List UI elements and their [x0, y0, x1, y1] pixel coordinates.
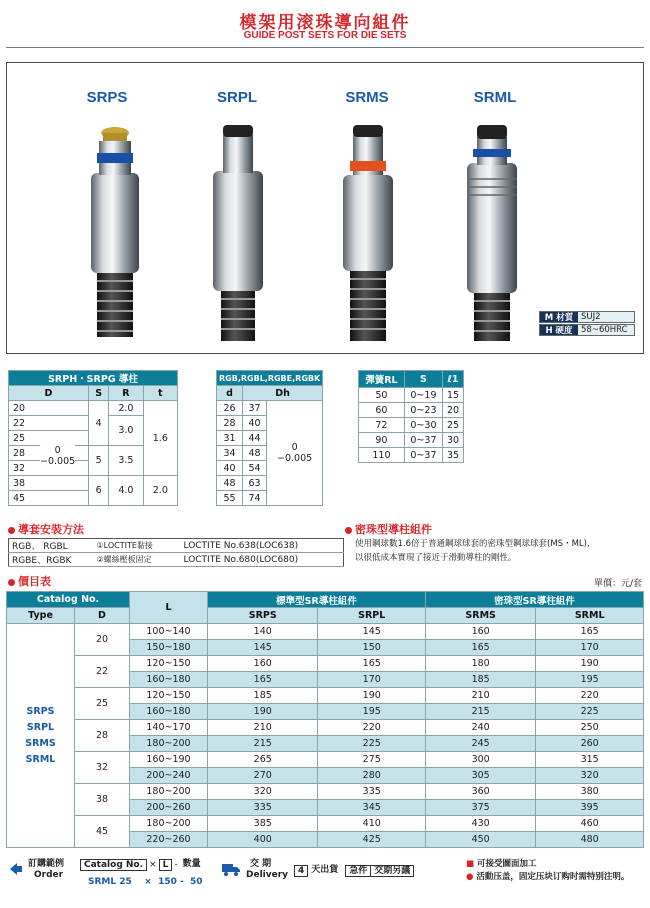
price-srps: 140	[208, 624, 318, 640]
price-row	[7, 720, 644, 736]
delivery-label-en: Delivery	[246, 870, 289, 880]
col-header-r: R	[109, 386, 143, 401]
material-key: M 材質	[540, 312, 578, 322]
r-value: 3.5	[109, 446, 143, 476]
price-row	[7, 784, 644, 800]
product-label-srms: SRMS	[345, 89, 389, 106]
l1-value: 20	[443, 403, 464, 418]
d-value: 31	[217, 431, 243, 446]
l-box: L	[159, 859, 173, 871]
guide-post-illustrations	[7, 63, 643, 353]
price-srml: 315	[536, 752, 644, 768]
type-srms: SRMS	[25, 737, 56, 749]
square-bullet-icon: ■	[466, 859, 477, 869]
bullet-icon	[8, 579, 15, 586]
order-label-zh: 訂購範例	[28, 859, 65, 869]
install-product: LOCTITE No.680(LOC680)	[174, 553, 344, 567]
type-srpl: SRPL	[26, 721, 55, 733]
col-header-s: S	[404, 371, 442, 388]
l1-value: 35	[443, 448, 464, 463]
price-srml: 250	[536, 720, 644, 736]
l1-value: 30	[443, 433, 464, 448]
price-srpl: 145	[318, 624, 426, 640]
unit-label: 單價：元/套	[593, 579, 642, 589]
price-srps: 385	[208, 816, 318, 832]
days-box: 4	[294, 865, 308, 877]
price-srml: 480	[536, 832, 644, 848]
beads-heading-text: 密珠型導柱組件	[355, 523, 432, 536]
beads-line: 以很低成本實現了接近于滑動導柱的剛性。	[355, 553, 517, 563]
d-value: 55	[217, 491, 243, 506]
beads-heading	[345, 521, 432, 537]
dh-value: 37	[243, 401, 267, 416]
price-srps: 165	[208, 672, 318, 688]
type-header: Type	[7, 608, 75, 624]
price-srml: 225	[536, 704, 644, 720]
table-title: RGB,RGBL,RGBE,RGBK	[217, 371, 323, 386]
beads-line: 使用鋼球數1.6倍于普通鋼球球套的密珠型鋼球球套(MS・ML),	[355, 539, 590, 549]
price-srms: 360	[425, 784, 535, 800]
price-srpl: 150	[318, 640, 426, 656]
price-row	[7, 656, 644, 672]
price-srpl: 165	[318, 656, 426, 672]
r-value: 3.0	[109, 416, 143, 446]
col-header-srml: SRML	[536, 608, 644, 624]
product-label-srml: SRML	[473, 89, 517, 106]
l-range: 160~180	[130, 672, 208, 688]
s-value: 0~30	[404, 418, 442, 433]
order-label	[28, 859, 64, 881]
price-srpl: 280	[318, 768, 426, 784]
catalog-no-header: Catalog No.	[7, 592, 130, 608]
price-srps: 190	[208, 704, 318, 720]
col-header-t: t	[143, 386, 177, 401]
price-srml: 395	[536, 800, 644, 816]
price-srml: 460	[536, 816, 644, 832]
install-heading-text: 導套安裝方法	[18, 523, 84, 536]
col-header-l1: ℓ1	[443, 371, 464, 388]
price-body	[7, 624, 644, 848]
col-header-srpl: SRPL	[318, 608, 426, 624]
srps-post-image	[91, 127, 139, 337]
rush-box: 急件	[345, 865, 371, 877]
price-srml: 195	[536, 672, 644, 688]
delivery-label-zh: 交 期	[250, 859, 272, 869]
type-srps: SRPS	[26, 705, 55, 717]
bullet-icon	[345, 527, 352, 534]
dh-value: 48	[243, 446, 267, 461]
type-srml: SRML	[25, 753, 56, 765]
rl-value: 60	[359, 403, 405, 418]
l-range: 160~190	[130, 752, 208, 768]
hardness-key: H 硬度	[540, 325, 578, 335]
s-value: 0~19	[404, 388, 442, 403]
rl-value: 90	[359, 433, 405, 448]
rl-value: 72	[359, 418, 405, 433]
srms-post-image	[343, 125, 393, 341]
d-tolerance	[40, 445, 75, 467]
s-value: 6	[89, 476, 109, 506]
note-1: 可接受圖面加工	[477, 859, 537, 869]
s-value: 0~37	[404, 433, 442, 448]
material-info	[539, 311, 635, 337]
price-srpl: 410	[318, 816, 426, 832]
page-title: 模架用滚珠導向組件	[239, 13, 411, 33]
product-photo-panel	[6, 62, 644, 354]
s-value: 0~23	[404, 403, 442, 418]
r-value: 2.0	[109, 401, 143, 416]
price-srml: 320	[536, 768, 644, 784]
tolerance-top: 0	[54, 445, 61, 456]
srpl-post-image	[213, 125, 263, 341]
delivery-label	[246, 859, 288, 881]
price-srms: 300	[425, 752, 535, 768]
s-value: 4	[89, 401, 109, 446]
dh-value: 74	[243, 491, 267, 506]
price-srps: 320	[208, 784, 318, 800]
price-srps: 145	[208, 640, 318, 656]
order-arrow-icon	[8, 861, 24, 877]
note-row	[466, 871, 629, 884]
l-range: 100~140	[130, 624, 208, 640]
r-value: 4.0	[109, 476, 143, 506]
d-value: 34	[217, 446, 243, 461]
price-srms: 245	[425, 736, 535, 752]
price-srms: 450	[425, 832, 535, 848]
install-heading	[8, 521, 84, 537]
col-header-srps: SRPS	[208, 608, 318, 624]
hardness-value: 58~60HRC	[578, 325, 634, 335]
price-srpl: 195	[318, 704, 426, 720]
tolerance-bottom: −0.005	[40, 456, 76, 467]
dh-value: 40	[243, 416, 267, 431]
bullet-icon	[8, 527, 15, 534]
d-value: 25	[75, 688, 130, 720]
d-value: 28	[75, 720, 130, 752]
price-row	[7, 688, 644, 704]
order-label-en: Order	[34, 870, 64, 880]
price-srpl: 190	[318, 688, 426, 704]
d-header: D	[75, 608, 130, 624]
l-range: 140~170	[130, 720, 208, 736]
price-srms: 430	[425, 816, 535, 832]
rgb-spec-table	[216, 370, 323, 506]
price-table	[6, 591, 644, 848]
s-value: 0~37	[404, 448, 442, 463]
tolerance-bottom: −0.005	[277, 453, 313, 464]
l-range: 160~180	[130, 704, 208, 720]
note-row	[466, 858, 629, 871]
truck-icon	[221, 861, 241, 877]
order-example: SRML 25 × 150 - 50	[88, 877, 203, 887]
d-value: 45	[9, 491, 89, 506]
l-range: 120~150	[130, 656, 208, 672]
price-srms: 185	[425, 672, 535, 688]
price-srml: 380	[536, 784, 644, 800]
price-srml: 165	[536, 624, 644, 640]
beads-description	[355, 537, 645, 565]
l-range: 200~260	[130, 800, 208, 816]
price-srps: 270	[208, 768, 318, 784]
type-list	[7, 624, 75, 848]
order-format	[78, 859, 206, 871]
price-row	[7, 816, 644, 832]
col-header-dh: Dh	[243, 386, 323, 401]
col-header-d: D	[9, 386, 89, 401]
bead-group-header: 密珠型SR導柱組件	[425, 592, 643, 608]
material-value: SUJ2	[578, 312, 634, 322]
price-srms: 240	[425, 720, 535, 736]
d-value: 38	[75, 784, 130, 816]
col-header-s: S	[89, 386, 109, 401]
price-row	[7, 624, 644, 640]
price-srms: 215	[425, 704, 535, 720]
l1-value: 15	[443, 388, 464, 403]
tolerance-top: 0	[291, 442, 298, 453]
price-srml: 170	[536, 640, 644, 656]
d-value: 38	[9, 476, 89, 491]
price-srpl: 335	[318, 784, 426, 800]
d-value: 45	[75, 816, 130, 848]
price-srps: 265	[208, 752, 318, 768]
price-srps: 160	[208, 656, 318, 672]
l-range: 220~260	[130, 832, 208, 848]
col-header-srms: SRMS	[425, 608, 535, 624]
price-srpl: 425	[318, 832, 426, 848]
price-heading-text: 價目表	[18, 575, 51, 588]
price-heading	[8, 573, 51, 589]
price-srms: 165	[425, 640, 535, 656]
install-table	[8, 538, 344, 567]
rl-value: 50	[359, 388, 405, 403]
install-parts: RGB、 RGBL	[9, 539, 94, 553]
price-srps: 210	[208, 720, 318, 736]
dash-sign: -	[174, 860, 178, 870]
price-srps: 400	[208, 832, 318, 848]
l-header: L	[130, 592, 208, 624]
s-value: 5	[89, 446, 109, 476]
price-srpl: 220	[318, 720, 426, 736]
t-value: 2.0	[143, 476, 177, 506]
l1-value: 25	[443, 418, 464, 433]
hardness-row	[539, 324, 635, 336]
catalog-box: Catalog No.	[80, 859, 147, 871]
d-value: 28	[217, 416, 243, 431]
d-value: 40	[217, 461, 243, 476]
d-value: 32	[75, 752, 130, 784]
l-range: 150~180	[130, 640, 208, 656]
price-srml: 220	[536, 688, 644, 704]
l-range: 120~150	[130, 688, 208, 704]
material-row	[539, 311, 635, 323]
price-srpl: 275	[318, 752, 426, 768]
d-value: 22	[75, 656, 130, 688]
price-srpl: 225	[318, 736, 426, 752]
price-srms: 375	[425, 800, 535, 816]
dh-value: 44	[243, 431, 267, 446]
dh-value: 63	[243, 476, 267, 491]
price-srms: 210	[425, 688, 535, 704]
days-label: 天出貨	[311, 865, 339, 875]
install-method: ②螺絲壓板固定	[94, 553, 174, 567]
d-value: 22	[9, 416, 89, 431]
product-label-srps: SRPS	[86, 89, 128, 106]
title-divider	[6, 47, 644, 48]
price-srms: 305	[425, 768, 535, 784]
footer	[6, 857, 644, 902]
note-2: 活動压盖，固定压块订购时需特别注明。	[476, 872, 630, 882]
install-method: ①LOCTITE黏接	[94, 539, 174, 553]
table-title: SRPH・SRPG 導柱	[9, 371, 178, 386]
col-header-d: d	[217, 386, 243, 401]
t-value: 1.6	[143, 401, 177, 476]
spring-spec-table	[358, 370, 464, 463]
d-value: 20	[75, 624, 130, 656]
rush-note-box: 交期另議	[370, 865, 414, 877]
d-value: 26	[217, 401, 243, 416]
d-value: 32	[9, 461, 89, 476]
l-range: 180~200	[130, 784, 208, 800]
l-range: 180~200	[130, 736, 208, 752]
dh-value: 54	[243, 461, 267, 476]
price-row	[7, 752, 644, 768]
d-value: 48	[217, 476, 243, 491]
d-value: 20	[9, 401, 89, 416]
col-header-rl: 彈簧RL	[359, 371, 405, 388]
rl-value: 110	[359, 448, 405, 463]
d-value: 28	[9, 446, 89, 461]
qty-label: 數量	[182, 859, 201, 869]
price-srpl: 345	[318, 800, 426, 816]
install-parts: RGBE、RGBK	[9, 553, 94, 567]
l-range: 180~200	[130, 816, 208, 832]
page-subtitle: GUIDE POST SETS FOR DIE SETS	[243, 30, 407, 41]
d-value: 25	[9, 431, 89, 446]
srph-srpg-spec-table	[8, 370, 178, 506]
price-srpl: 170	[318, 672, 426, 688]
price-srml: 190	[536, 656, 644, 672]
price-srml: 260	[536, 736, 644, 752]
price-srps: 215	[208, 736, 318, 752]
std-group-header: 標準型SR導柱組件	[208, 592, 426, 608]
delivery-info	[292, 865, 416, 877]
caution-icon: ●	[466, 872, 477, 882]
times-sign: ×	[149, 860, 157, 870]
product-label-srpl: SRPL	[216, 89, 257, 106]
price-srms: 160	[425, 624, 535, 640]
l-range: 200~240	[130, 768, 208, 784]
price-srms: 180	[425, 656, 535, 672]
dh-tolerance	[267, 401, 323, 506]
price-srps: 185	[208, 688, 318, 704]
footer-notes	[466, 858, 629, 884]
srml-post-image	[467, 125, 517, 341]
install-product: LOCTITE No.638(LOC638)	[174, 539, 344, 553]
price-srps: 335	[208, 800, 318, 816]
